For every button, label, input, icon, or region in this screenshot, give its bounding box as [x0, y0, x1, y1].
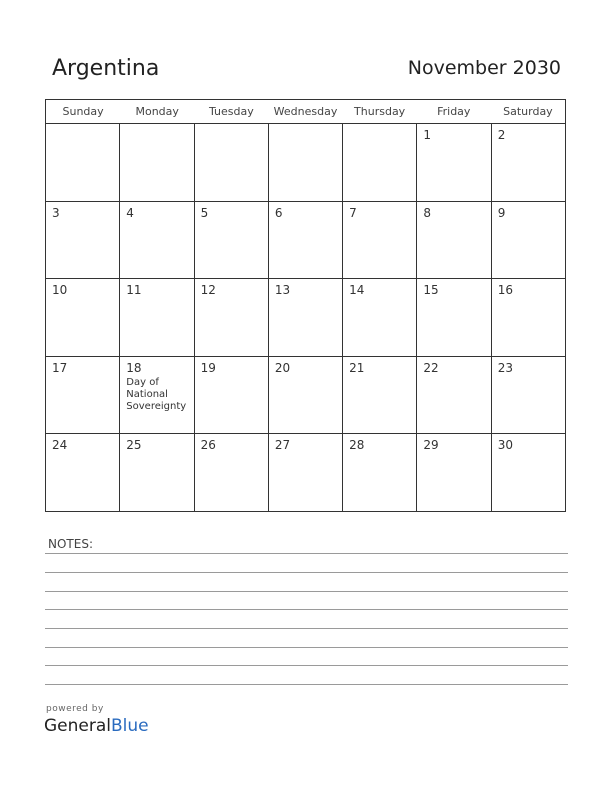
- day-cell: [46, 202, 120, 279]
- note-line: [45, 628, 568, 629]
- holiday-label: Day of National Sovereignty: [126, 376, 187, 412]
- day-cell: [195, 202, 269, 279]
- week-row: [46, 434, 565, 512]
- day-cell: [492, 124, 565, 201]
- weekday-wednesday: Wednesday: [273, 105, 338, 118]
- day-number: 27: [274, 438, 291, 453]
- brand-general-text: General: [44, 716, 111, 736]
- day-cell: [417, 434, 491, 512]
- day-cell: [46, 124, 120, 201]
- day-number: 30: [497, 438, 513, 453]
- day-number: 7: [349, 205, 357, 220]
- day-number: 19: [200, 360, 216, 375]
- day-number: 1: [423, 128, 432, 142]
- weekday-monday: Monday: [135, 105, 179, 118]
- day-number: 5: [200, 205, 209, 220]
- week-row: [46, 124, 565, 202]
- weekday-header-row: [46, 100, 565, 124]
- day-cell: [120, 124, 194, 201]
- weekday-friday: Friday: [437, 105, 471, 118]
- day-cell: [269, 124, 343, 201]
- brand-blue-text: Blue: [111, 716, 149, 736]
- day-cell: [343, 202, 417, 279]
- note-line: [45, 684, 568, 685]
- weekday-tuesday: Tuesday: [208, 105, 254, 118]
- day-number: 14: [349, 283, 365, 298]
- day-cell: [492, 202, 565, 279]
- notes-label: NOTES:: [48, 537, 93, 551]
- day-number: 18: [126, 360, 142, 375]
- day-cell: [46, 357, 120, 434]
- day-cell: [343, 434, 417, 512]
- day-cell: [417, 124, 491, 201]
- day-cell: [417, 279, 491, 356]
- day-number: 8: [423, 205, 432, 220]
- calendar-weeks: [46, 124, 565, 512]
- day-cell: [46, 279, 120, 356]
- day-number: 3: [52, 205, 60, 220]
- day-number: 16: [497, 283, 513, 298]
- day-number: 17: [52, 360, 68, 375]
- week-row: [46, 357, 565, 435]
- day-cell: [269, 279, 343, 356]
- day-number: 9: [497, 205, 506, 220]
- day-cell: [492, 434, 565, 512]
- day-number: 4: [126, 205, 134, 220]
- day-cell: [195, 434, 269, 512]
- day-cell: [120, 279, 194, 356]
- note-line: [45, 609, 568, 610]
- day-cell: [492, 279, 565, 356]
- day-number: 12: [200, 283, 216, 298]
- day-cell: [46, 434, 120, 512]
- day-number: 13: [274, 283, 291, 298]
- day-number: 29: [423, 438, 439, 453]
- day-cell: [120, 357, 194, 434]
- day-number: 24: [52, 438, 68, 453]
- day-number: 23: [497, 360, 513, 375]
- calendar-grid: [45, 99, 566, 512]
- day-cell: [195, 357, 269, 434]
- note-line: [45, 665, 568, 666]
- day-number: 22: [423, 360, 439, 375]
- day-cell: [269, 434, 343, 512]
- day-cell: [269, 202, 343, 279]
- day-number: 25: [126, 438, 142, 453]
- day-cell: [492, 357, 565, 434]
- day-cell: [120, 202, 194, 279]
- day-number: 15: [423, 283, 439, 298]
- week-row: [46, 202, 565, 280]
- day-cell: [343, 279, 417, 356]
- day-cell: [120, 434, 194, 512]
- note-line: [45, 553, 568, 554]
- generalblue-logo[interactable]: [44, 716, 149, 736]
- powered-by-text: powered by: [46, 704, 104, 714]
- day-number: 21: [349, 360, 365, 375]
- day-cell: [343, 357, 417, 434]
- country-title: Argentina: [52, 56, 160, 81]
- week-row: [46, 279, 565, 357]
- day-number: 20: [274, 360, 291, 375]
- weekday-sunday: Sunday: [62, 105, 104, 118]
- note-line: [45, 647, 568, 648]
- month-year-title: November 2030: [407, 57, 561, 79]
- note-line: [45, 591, 568, 592]
- day-cell: [417, 202, 491, 279]
- day-number: 26: [200, 438, 216, 453]
- note-line: [45, 572, 568, 573]
- day-number: 11: [126, 283, 142, 298]
- day-cell: [269, 357, 343, 434]
- day-cell: [195, 279, 269, 356]
- day-cell: [195, 124, 269, 201]
- day-cell: [343, 124, 417, 201]
- day-cell: [417, 357, 491, 434]
- day-number: 10: [52, 283, 68, 298]
- weekday-saturday: Saturday: [503, 105, 553, 118]
- weekday-thursday: Thursday: [354, 105, 406, 118]
- day-number: 6: [274, 205, 283, 220]
- day-number: 2: [497, 128, 506, 142]
- day-number: 28: [349, 438, 365, 453]
